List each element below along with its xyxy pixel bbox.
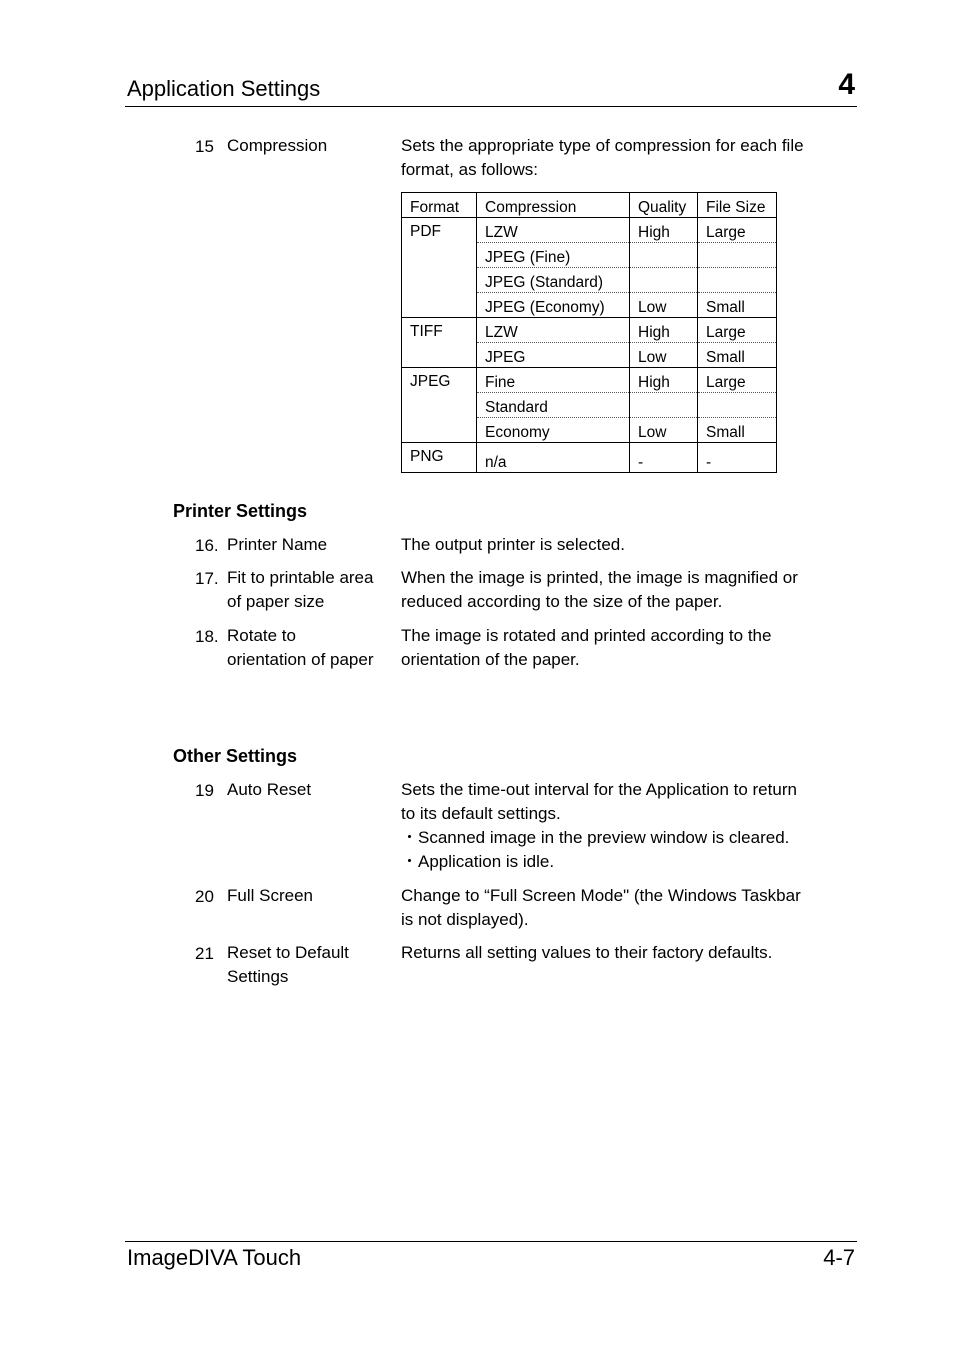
quality-cell: High xyxy=(630,218,698,243)
file-size-cell xyxy=(698,268,777,293)
label-line: orientation of paper xyxy=(227,650,374,669)
format-cell: PNG xyxy=(402,443,477,473)
item-label-full-screen xyxy=(227,884,313,908)
compression-cell: n/a xyxy=(477,443,630,473)
desc-line: The output printer is selected. xyxy=(401,535,625,554)
file-size-cell: Small xyxy=(698,293,777,318)
desc-line: Sets the time-out interval for the Application to return xyxy=(401,780,797,799)
item-desc-printer-name xyxy=(401,533,831,557)
item-desc-auto-reset xyxy=(401,778,831,874)
section-heading-printer-settings: Printer Settings xyxy=(173,501,308,521)
item-label-fit-to-printable-area xyxy=(227,566,373,614)
file-size-cell: Large xyxy=(698,318,777,343)
item-number-21: 21 xyxy=(195,944,214,963)
item-desc-fit-to-printable-area xyxy=(401,566,831,614)
column-header-format: Format xyxy=(402,193,477,218)
file-size-cell: Large xyxy=(698,218,777,243)
footer-page-number: 4-7 xyxy=(823,1245,855,1270)
table-row xyxy=(402,368,777,393)
quality-cell xyxy=(630,393,698,418)
item-desc-rotate-to-orientation xyxy=(401,624,831,672)
file-size-cell: Small xyxy=(698,418,777,443)
compression-cell: JPEG (Standard) xyxy=(477,268,630,293)
compression-table xyxy=(401,192,777,473)
item-label-rotate-to-orientation xyxy=(227,624,374,672)
format-cell: PDF xyxy=(402,218,477,318)
page-header-title: Application Settings xyxy=(127,76,321,101)
desc-bullet: ・Scanned image in the preview window is cleared. xyxy=(401,828,790,847)
item-number-15: 15 xyxy=(195,137,214,156)
file-size-cell xyxy=(698,393,777,418)
label-line: Reset to Default xyxy=(227,943,349,962)
desc-line: reduced according to the size of the paper. xyxy=(401,592,723,611)
compression-cell: JPEG xyxy=(477,343,630,368)
desc-bullet: ・Application is idle. xyxy=(401,852,555,871)
quality-cell: Low xyxy=(630,418,698,443)
item-label-compression: Compression xyxy=(227,136,328,155)
footer-divider xyxy=(125,1241,857,1242)
file-size-cell: - xyxy=(698,443,777,473)
item-desc-full-screen xyxy=(401,884,831,932)
compression-cell: JPEG (Fine) xyxy=(477,243,630,268)
item-number-16: 16. xyxy=(195,536,219,555)
label-line: Fit to printable area xyxy=(227,568,374,587)
file-size-cell xyxy=(698,243,777,268)
desc-line: The image is rotated and printed according to the xyxy=(401,626,772,645)
table-row xyxy=(402,318,777,343)
format-cell: JPEG xyxy=(402,368,477,443)
quality-cell: Low xyxy=(630,343,698,368)
table-row xyxy=(402,443,777,473)
desc-line: Sets the appropriate type of compression for each file xyxy=(401,136,804,155)
desc-line: is not displayed). xyxy=(401,910,529,929)
compression-cell: Fine xyxy=(477,368,630,393)
item-number-19: 19 xyxy=(195,781,214,800)
quality-cell xyxy=(630,243,698,268)
item-label-reset-to-default xyxy=(227,941,349,989)
desc-line: Change to “Full Screen Mode" (the Windows Taskbar xyxy=(401,886,801,905)
desc-line: to its default settings. xyxy=(401,804,561,823)
label-line: Printer Name xyxy=(227,535,328,554)
desc-line: orientation of the paper. xyxy=(401,650,580,669)
compression-cell: LZW xyxy=(477,318,630,343)
quality-cell: High xyxy=(630,318,698,343)
section-heading-other-settings: Other Settings xyxy=(173,746,298,766)
quality-cell xyxy=(630,268,698,293)
desc-line: Returns all setting values to their factory defaults. xyxy=(401,943,773,962)
item-desc-reset-to-default xyxy=(401,941,831,965)
label-line: of paper size xyxy=(227,592,325,611)
compression-cell: Standard xyxy=(477,393,630,418)
chapter-number: 4 xyxy=(838,68,855,101)
quality-cell: Low xyxy=(630,293,698,318)
item-number-18: 18. xyxy=(195,627,219,646)
compression-cell: LZW xyxy=(477,218,630,243)
quality-cell: High xyxy=(630,368,698,393)
label-line: Rotate to xyxy=(227,626,296,645)
item-label-auto-reset xyxy=(227,778,311,802)
compression-cell: Economy xyxy=(477,418,630,443)
item-desc-compression xyxy=(401,134,831,182)
column-header-compression: Compression xyxy=(477,193,630,218)
desc-line: When the image is printed, the image is magnified or xyxy=(401,568,798,587)
label-line: Full Screen xyxy=(227,886,313,905)
table-header-row xyxy=(402,193,777,218)
table-row xyxy=(402,218,777,243)
label-line: Settings xyxy=(227,967,289,986)
file-size-cell: Large xyxy=(698,368,777,393)
column-header-file-size: File Size xyxy=(698,193,777,218)
footer-product-name: ImageDIVA Touch xyxy=(127,1245,302,1270)
item-number-20: 20 xyxy=(195,887,214,906)
desc-line: format, as follows: xyxy=(401,160,538,179)
format-cell: TIFF xyxy=(402,318,477,368)
compression-cell: JPEG (Economy) xyxy=(477,293,630,318)
item-label-printer-name xyxy=(227,533,327,557)
item-number-17: 17. xyxy=(195,569,219,588)
header-divider xyxy=(125,106,857,107)
quality-cell: - xyxy=(630,443,698,473)
file-size-cell: Small xyxy=(698,343,777,368)
label-line: Auto Reset xyxy=(227,780,312,799)
column-header-quality: Quality xyxy=(630,193,698,218)
